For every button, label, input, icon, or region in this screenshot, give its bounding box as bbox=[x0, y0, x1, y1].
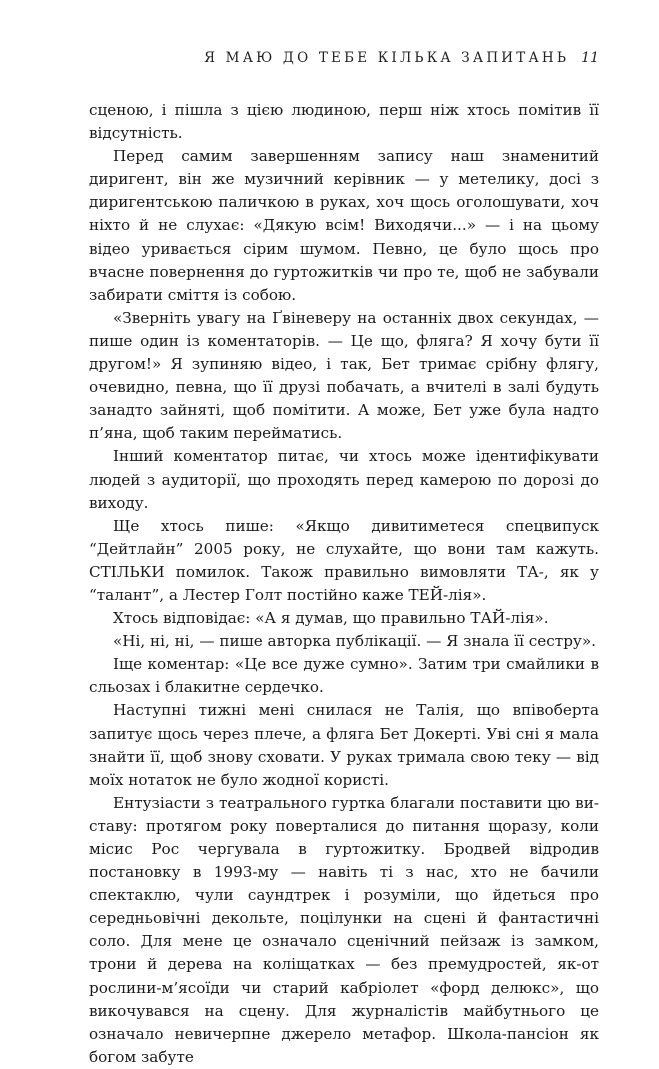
paragraph: Хтось відповідає: «А я думав, що правильно ТАЙ-лія». bbox=[113, 609, 549, 628]
paragraph: Перед самим завершенням запису наш знаменитий диригент, він же музичний керівник — у метелику, досі з диригентською паличкою в руках, хоч щось оголошувати, хоч ніхто й не слухає: «Дякую всім! Виходячи...» — і на цьому відео уривається сірим шумом. Певно, це було щось про вчасне повернення до гуртожитків чи про те, щоб не забували забирати сміття із собою. bbox=[89, 147, 599, 304]
page-number: 11 bbox=[581, 50, 599, 66]
paragraph: Ентузіасти з театрального гуртка благали поставити цю виставу: протягом року поверталися до питання щоразу, коли місис Рос чергувала в гуртожитку. Бродвей відродив постановку в 1993-му — навіть ті з нас, хто не бачили спектаклю, чули саундтрек і розуміли, що йдеться про середньовічні декольте, поцілунки на сцені й фантастичні соло. Для мене це означало сценічний пейзаж із замком, трони й дерева на коліщатках — без премудростей, як-от рослини-м’ясоїди чи старий кабріолет «форд делюкс», що викочувався на сцену. Для журналістів майбутнього це означало невичерпне джерело метафор. Школа-пансіон як богом забуте bbox=[89, 793, 599, 1066]
body-text bbox=[89, 99, 599, 1069]
paragraph: Іще коментар: «Це все дуже сумно». Затим три смайлики в сльозах і блакитне сердечко. bbox=[89, 655, 599, 697]
paragraph: Наступні тижні мені снилася не Талія, що впівоберта запитує щось через плече, а фляга Бет Докерті. Уві сні я мала знайти її, щоб знову сховати. У руках тримала свою теку — від моїх нотаток не було жодної користі. bbox=[89, 701, 599, 789]
paragraph: Інший коментатор питає, чи хтось може ідентифікувати людей з аудиторії, що проходять перед камерою по дорозі до виходу. bbox=[89, 447, 599, 512]
running-title: Я МАЮ ДО ТЕБЕ КІЛЬКА ЗАПИТАНЬ bbox=[204, 50, 570, 66]
paragraph: Ще хтось пише: «Якщо дивитиметеся спецвипуск “Дейтлайн” 2005 року, не слухайте, що вони там кажуть. СТІЛЬКИ помилок. Також правильно вимовляти ТА-, як у “талант”, а Лестер Голт постійно каже ТЕЙ-лія». bbox=[89, 516, 599, 604]
paragraph: сценою, і пішла з цією людиною, перш ніж хтось помітив її відсутність. bbox=[89, 101, 599, 143]
paragraph: «Зверніть увагу на Ґвіневеру на останніх двох секундах, — пише один із коментаторів. — Це що, фляга? Я хочу бути її другом!» Я зупиняю відео, і так, Бет тримає срібну флягу, очевидно, певна, що її друзі побачать, а вчителі в залі будуть занадто зайняті, щоб помітити. А може, Бет уже була надто п’яна, щоб таким перейматись. bbox=[89, 308, 599, 443]
running-head bbox=[60, 50, 599, 66]
paragraph: «Ні, ні, ні, — пише авторка публікації. — Я знала її сестру». bbox=[113, 632, 596, 651]
